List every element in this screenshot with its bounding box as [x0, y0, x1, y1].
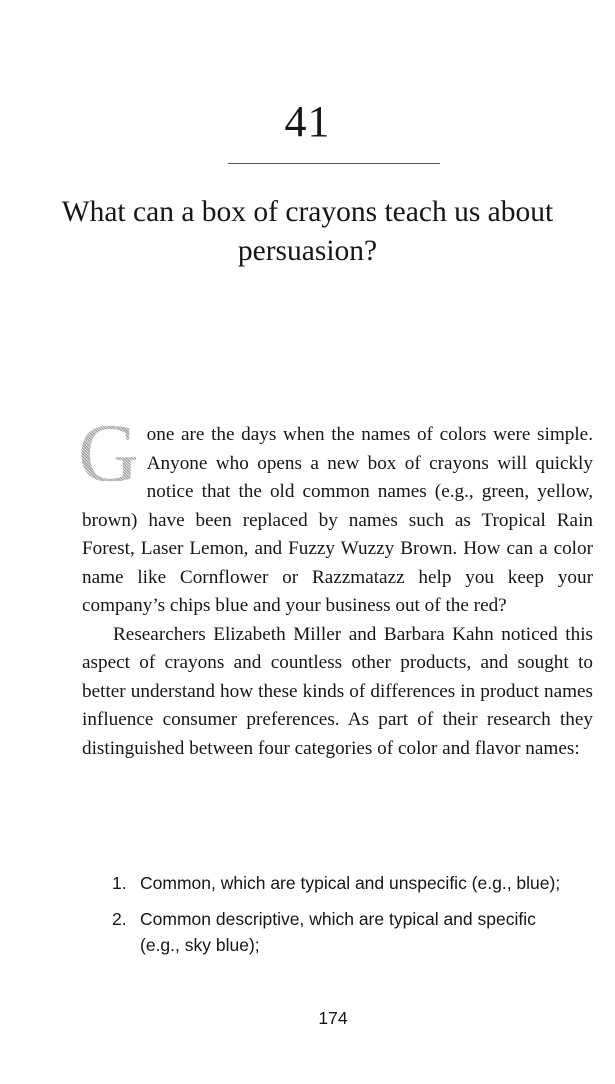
paragraph-1	[78, 407, 593, 621]
list-item-text: Common, which are typical and unspecific (e.g., blue);	[140, 873, 561, 893]
chapter-divider	[228, 163, 440, 164]
paragraph-1-text: one are the days when the names of colors were simple. Anyone who opens a new box of crayons will quickly notice that the old common names (e.g., green, yellow, brown) have been replaced by names such as Tropical Rain Forest, Laser Lemon, and Fuzzy Wuzzy Brown. How can a color name like Cornflower or Razzmatazz help you keep your company’s chips blue and your business out of the red?	[82, 424, 593, 616]
numbered-list	[112, 870, 572, 968]
chapter-number: 41	[284, 97, 331, 146]
page-number: 174	[318, 1008, 348, 1028]
list-item-number: 1.	[112, 873, 127, 893]
body-text	[78, 407, 593, 763]
list-item-number: 2.	[112, 909, 127, 929]
drop-cap: G	[78, 407, 139, 500]
list-item	[112, 906, 572, 958]
chapter-title: What can a box of crayons teach us about persuasion?	[61, 196, 554, 267]
list-item-text: Common descriptive, which are typical and specific (e.g., sky blue);	[140, 909, 536, 955]
paragraph-2: Researchers Elizabeth Miller and Barbara Kahn noticed this aspect of crayons and countless other products, and sought to better understand how these kinds of differences in product names influence consumer preferences. As part of their research they distinguished between four categories of color and flavor names:	[82, 623, 593, 759]
list-item	[112, 870, 572, 896]
